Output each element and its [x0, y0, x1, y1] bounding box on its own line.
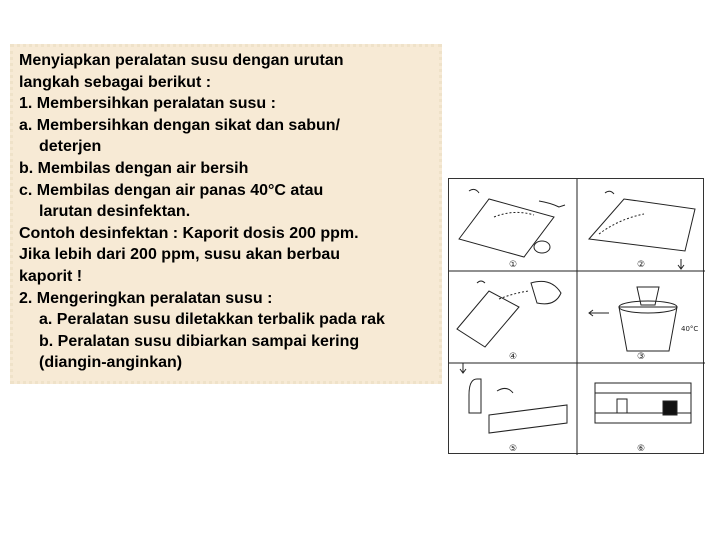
step-1a-line-1: a. Membersihkan dengan sikat dan sabun/: [19, 116, 340, 134]
warning-line-2: kaporit !: [19, 267, 83, 285]
milk-can-1: [459, 199, 554, 257]
step-2-heading: 2. Mengeringkan peralatan susu :: [19, 289, 273, 307]
step-1b: b. Membilas dengan air bersih: [19, 159, 249, 177]
illustration-svg: [449, 179, 705, 455]
panel-3-hot-water: [589, 287, 677, 351]
step-number-6: ⑥: [637, 444, 646, 454]
panel-1-scrub: [459, 189, 565, 257]
cleaning-steps-illustration: [448, 178, 704, 454]
step-number-3: ③: [637, 352, 646, 362]
hand-5: [497, 388, 513, 393]
milk-can-2: [589, 199, 695, 251]
rack-5: [489, 405, 567, 433]
can-5: [469, 379, 481, 413]
step-1c-line-1: c. Membilas dengan air panas 40°C atau: [19, 181, 324, 199]
step-1a-line-2: deterjen: [39, 138, 102, 156]
can-6b: [617, 399, 627, 413]
panel-6-rack: [595, 383, 691, 423]
warning-line-1: Jika lebih dari 200 ppm, susu akan berbau: [19, 246, 341, 264]
bucket-4: [531, 281, 561, 304]
intro-line-1: Menyiapkan peralatan susu dengan urutan: [19, 52, 344, 69]
hand-1: [469, 189, 479, 193]
step-1-heading: 1. Membersihkan peralatan susu :: [19, 95, 276, 113]
panel-2-rinse: [589, 191, 695, 269]
step-2b-line-1: b. Peralatan susu dibiarkan sampai kering: [39, 332, 360, 350]
step-2b-line-2: (diangin-anginkan): [39, 354, 183, 372]
temperature-label: 40°C: [681, 325, 699, 333]
step-number-2: ②: [637, 260, 646, 270]
instruction-text: [19, 50, 444, 374]
panel-5-dry: [460, 363, 567, 433]
hand-4: [477, 281, 485, 283]
hand-2: [605, 191, 614, 194]
brush-1: [539, 201, 565, 207]
milk-can-4: [457, 291, 519, 347]
intro-line-2: langkah sebagai berikut :: [19, 73, 212, 91]
bucket-3: [619, 307, 677, 351]
panel-4-pour: [457, 281, 561, 347]
disinfectant-example: Contoh desinfektan : Kaporit dosis 200 ppm.: [19, 224, 359, 242]
funnel-3: [637, 287, 659, 305]
can-6: [663, 401, 677, 415]
soap-cup: [534, 241, 550, 253]
step-2a: a. Peralatan susu diletakkan terbalik pada rak: [39, 311, 385, 329]
step-number-4: ④: [509, 352, 518, 362]
step-number-5: ⑤: [509, 444, 518, 454]
step-number-1: ①: [509, 260, 518, 270]
step-1c-line-2: larutan desinfektan.: [39, 203, 191, 221]
